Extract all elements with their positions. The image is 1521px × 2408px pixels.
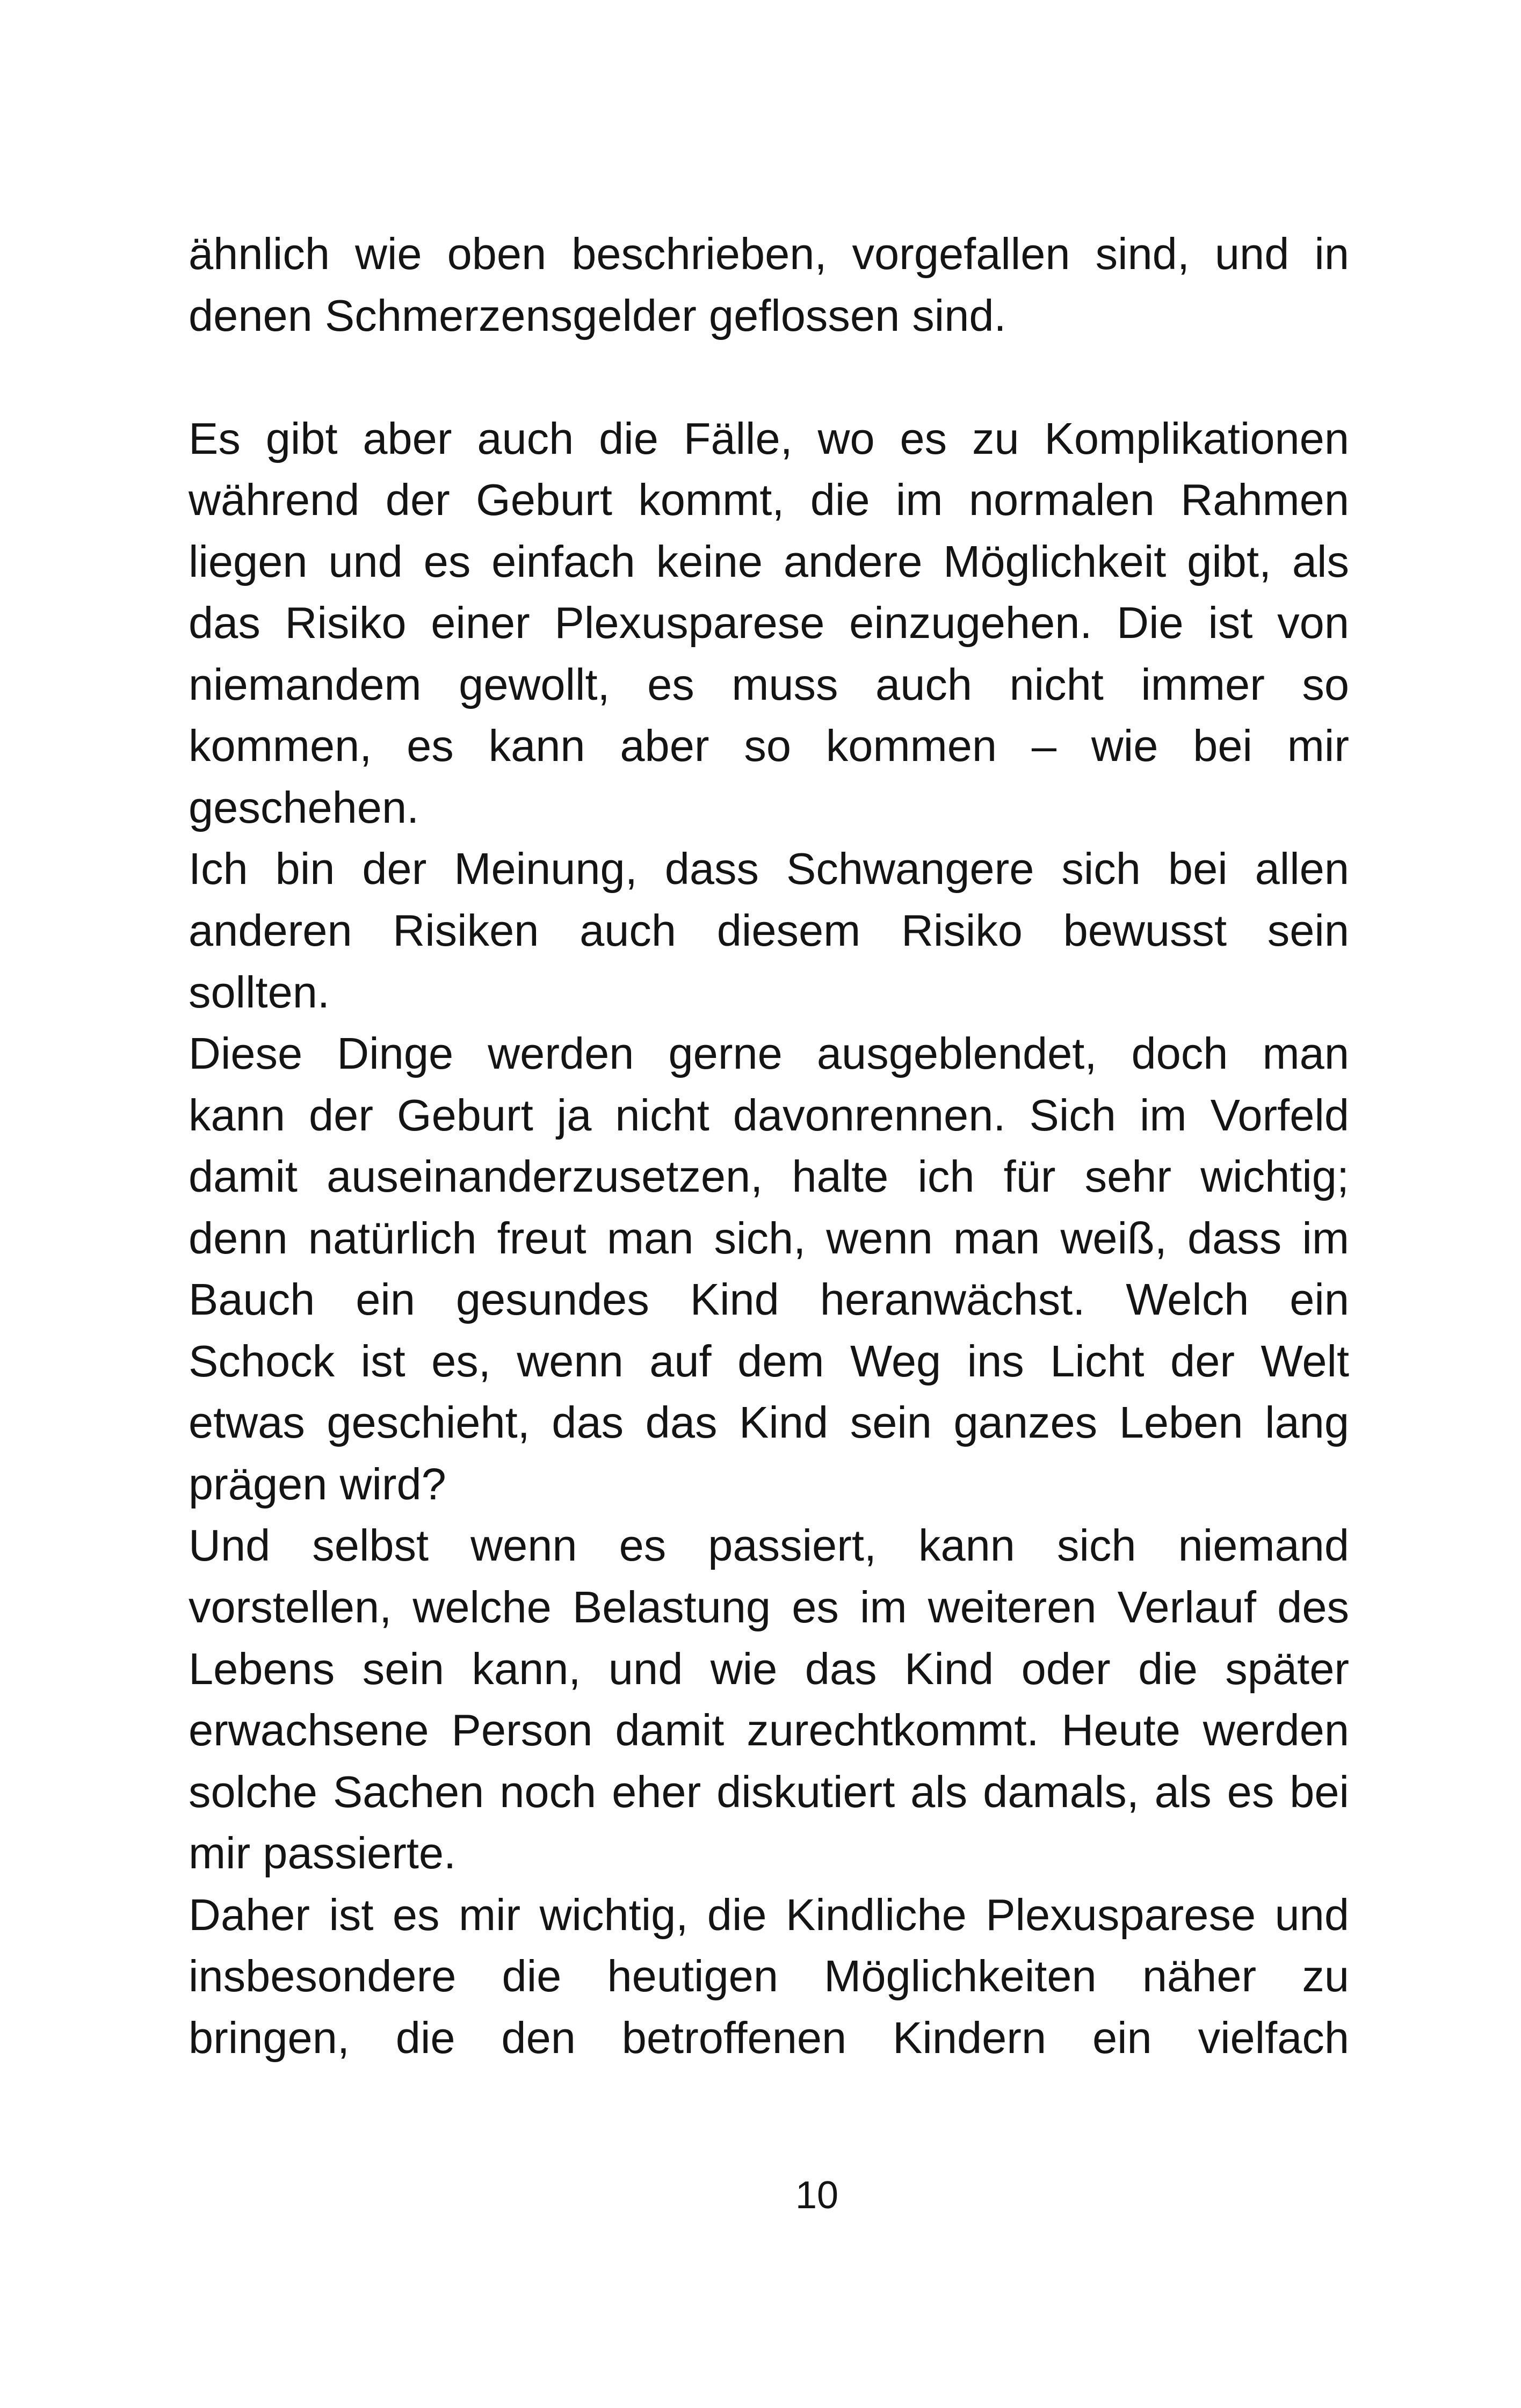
text-line: Es gibt aber auch die Fälle, wo es zu Komplikationen: [189, 413, 1349, 463]
text-line: Diese Dinge werden gerne ausgeblendet, doch man: [189, 1028, 1349, 1079]
text-line: sollten.: [189, 967, 330, 1017]
paragraph: [189, 838, 1349, 1023]
text-line: bringen, die den betroffenen Kindern ein vielfach: [189, 2012, 1349, 2063]
text-line: solche Sachen noch eher diskutiert als damals, als es bei: [189, 1766, 1349, 1817]
paragraph-spacer: [189, 346, 1349, 408]
text-line: das Risiko einer Plexusparese einzugehen. Die ist von: [189, 598, 1349, 648]
text-line: mir passierte.: [189, 1828, 457, 1878]
text-line: Und selbst wenn es passiert, kann sich niemand: [189, 1520, 1349, 1571]
text-line: kann der Geburt ja nicht davonrennen. Sich im Vorfeld: [189, 1090, 1349, 1140]
text-line: ähnlich wie oben beschrieben, vorgefallen sind, und in: [189, 229, 1349, 279]
text-body: [189, 223, 1349, 2069]
text-line: niemandem gewollt, es muss auch nicht immer so: [189, 659, 1349, 709]
text-line: erwachsene Person damit zurechtkommt. Heute werden: [189, 1705, 1349, 1756]
text-line: kommen, es kann aber so kommen – wie bei mir: [189, 721, 1349, 771]
text-line: denn natürlich freut man sich, wenn man weiß, dass im: [189, 1213, 1349, 1263]
text-line: geschehen.: [189, 782, 419, 832]
paragraph: [189, 223, 1349, 346]
text-line: während der Geburt kommt, die im normalen Rahmen: [189, 475, 1349, 525]
text-line: liegen und es einfach keine andere Möglichkeit gibt, als: [189, 536, 1349, 586]
text-line: damit auseinanderzusetzen, halte ich für sehr wichtig;: [189, 1151, 1349, 1202]
text-line: vorstellen, welche Belastung es im weiteren Verlauf des: [189, 1582, 1349, 1633]
text-line: anderen Risiken auch diesem Risiko bewusst sein: [189, 905, 1349, 956]
paragraph: [189, 1023, 1349, 1515]
text-line: insbesondere die heutigen Möglichkeiten näher zu: [189, 1951, 1349, 2001]
text-line: Schock ist es, wenn auf dem Weg ins Licht der Welt: [189, 1336, 1349, 1386]
text-line: denen Schmerzensgelder geflossen sind.: [189, 290, 1006, 340]
text-line: Ich bin der Meinung, dass Schwangere sich bei allen: [189, 844, 1349, 894]
paragraph: [189, 1515, 1349, 1884]
text-line: prägen wird?: [189, 1459, 446, 1509]
text-line: Lebens sein kann, und wie das Kind oder die später: [189, 1643, 1349, 1694]
page-number: 10: [795, 2174, 839, 2217]
paragraph: [189, 1884, 1349, 2069]
text-line: etwas geschieht, das das Kind sein ganzes Leben lang: [189, 1397, 1349, 1448]
text-line: Daher ist es mir wichtig, die Kindliche Plexusparese und: [189, 1889, 1349, 1940]
paragraph: [189, 408, 1349, 839]
text-line: Bauch ein gesundes Kind heranwächst. Welch ein: [189, 1274, 1349, 1325]
